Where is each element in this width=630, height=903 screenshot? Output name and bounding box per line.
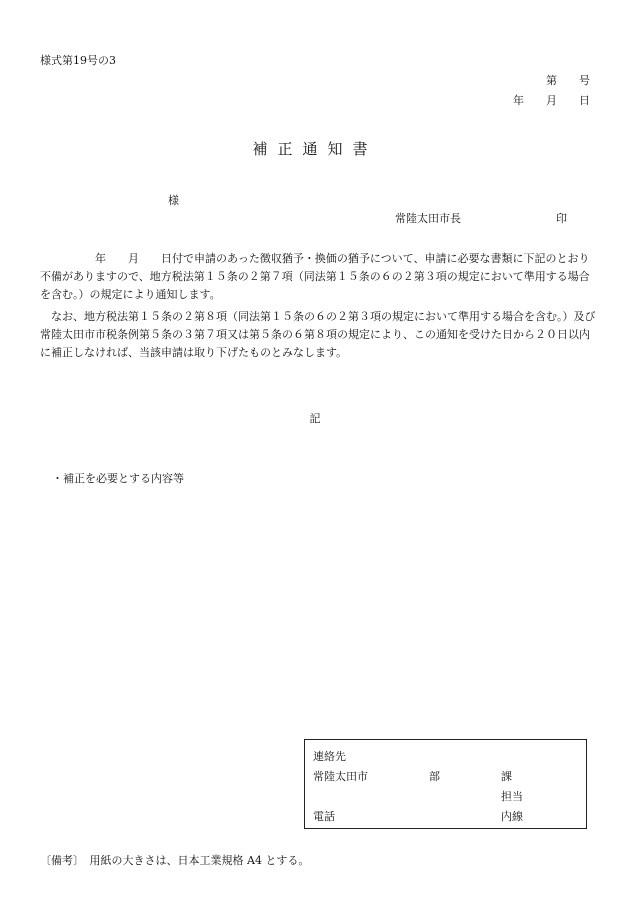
ki-heading: 記 — [309, 412, 321, 425]
remarks-note: 〔備考〕 用紙の大きさは、日本工業規格 A4 とする。 — [40, 854, 310, 867]
body-paragraph-1: 年 月 日付で申請のあった徴収猶予・換価の猶予について、申請に必要な書類に下記のとおり不備がありますので、地方税法第１５条の２第７項（同法第１５条の６の２第３項の規定において準用する場合を含む。）の規定により通知します。 — [40, 252, 590, 301]
contact-heading: 連絡先 — [313, 750, 346, 763]
form-number: 様式第19号の3 — [40, 54, 116, 67]
contact-box — [304, 739, 587, 829]
issuer-name: 常陸太田市長 — [395, 212, 461, 225]
document-number-line: 第 号 — [546, 74, 590, 87]
contact-city: 常陸太田市 — [313, 770, 368, 783]
contact-extension: 内線 — [501, 810, 523, 823]
correction-item-heading: ・補正を必要とする内容等 — [52, 472, 184, 485]
contact-section: 課 — [501, 770, 512, 783]
addressee-honorific: 様 — [168, 194, 179, 207]
contact-phone: 電話 — [313, 810, 335, 823]
date-line: 年 月 日 — [513, 94, 590, 107]
document-title: 補正通知書 — [252, 140, 378, 158]
body-paragraph-2: なお、地方税法第１５条の２第８項（同法第１５条の６の２第３項の規定において準用する場合を含む。）及び常陸太田市市税条例第５条の３第７項又は第５条の６第８項の規定により、この通知を受けた日から２０日以内に補正しなければ、当該申請は取り下げたものとみなします。 — [40, 310, 596, 359]
contact-person: 担当 — [501, 790, 523, 803]
seal-mark: 印 — [556, 212, 567, 225]
contact-department: 部 — [429, 770, 440, 783]
